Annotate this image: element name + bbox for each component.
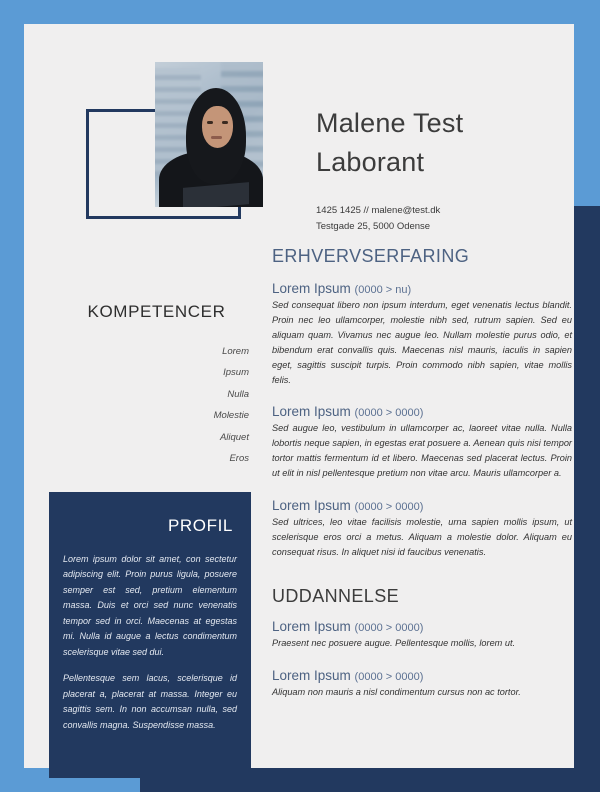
entry-description: Praesent nec posuere augue. Pellentesque mollis, lorem ut.	[272, 637, 516, 648]
border-bar-left	[0, 0, 24, 792]
entry-role: Lorem Ipsum	[272, 281, 351, 296]
entry-role: Lorem Ipsum	[272, 498, 351, 514]
profile-title: PROFIL	[167, 516, 233, 535]
entry-description: Aliquam non mauris a nisl condimentum cursus non ac tortor.	[272, 686, 521, 697]
name-block	[316, 104, 574, 182]
entry-role: Lorem Ipsum	[272, 404, 351, 420]
list-item: Aliquet	[219, 431, 249, 443]
education-title: UDDANNELSE	[272, 585, 400, 606]
profile-section	[49, 492, 251, 778]
list-item: Ipsum	[223, 367, 249, 379]
entry-role: Lorem Ipsum	[272, 667, 351, 683]
entry-heading	[272, 404, 572, 419]
experience-title: ERHVERVSERFARING	[272, 246, 470, 266]
entry-heading	[272, 668, 572, 683]
experience-entry	[272, 281, 572, 387]
competencies-section	[64, 302, 249, 469]
education-entry	[272, 668, 572, 700]
list-item: Lorem	[222, 346, 249, 357]
experience-entry	[272, 498, 572, 560]
experience-entry	[272, 404, 572, 481]
cv-page	[24, 24, 574, 768]
entry-dates: (0000 > 0000)	[354, 621, 424, 634]
list-item: Eros	[229, 452, 249, 464]
entry-description: Sed ultrices, leo vitae facilisis molestie, urna sapien mollis ipsum, ut scelerisque eros orci a metus. Aliquam a molestie dolor. Aliquam eu consequat risus. In aliquet nisi id faucibus venenatis.	[272, 517, 572, 557]
competencies-list	[64, 341, 249, 469]
entry-dates: (0000 > 0000)	[354, 501, 424, 514]
border-bar-right-upper	[574, 0, 600, 206]
list-item: Molestie	[213, 410, 249, 422]
contact-info	[316, 203, 574, 234]
entry-dates: (0000 > 0000)	[354, 407, 424, 420]
job-title: Laborant	[316, 147, 425, 178]
main-column	[272, 246, 572, 717]
entry-dates: (0000 > 0000)	[354, 670, 424, 683]
entry-heading	[272, 619, 572, 634]
entry-heading	[272, 498, 572, 513]
competencies-title: KOMPETENCER	[87, 302, 226, 321]
full-name: Malene Test	[316, 108, 464, 138]
entry-description: Sed consequat libero non ipsum interdum, eget venenatis lectus blandit. Proin nec leo ullamcorper, molestie nibh sed, rutrum sapien. Sed eu aliquam quam. Vivamus nec augue leo. Nullam molestie purus odio, et bibendum erat convallis quis. Maecenas nisl mauris, iaculis in sapien eget, sagittis suscipit turpis. Proin commodo nibh sapien, vitae mollis felis.	[272, 300, 572, 385]
entry-dates: (0000 > nu)	[354, 284, 412, 296]
contact-phone-email: 1425 1425 // malene@test.dk	[316, 205, 441, 216]
list-item: Nulla	[227, 388, 249, 400]
border-bar-right-lower	[574, 206, 600, 792]
entry-role: Lorem Ipsum	[272, 618, 351, 634]
contact-address: Testgade 25, 5000 Odense	[316, 220, 431, 232]
profile-paragraph: Pellentesque sem lacus, scelerisque id placerat a, placerat at massa. Integer eu sagittis sem. In non accumsan nulla, sed convallis magna. Suspendisse massa.	[63, 673, 237, 730]
entry-heading	[272, 281, 572, 296]
border-bar-top	[0, 0, 600, 24]
entry-description: Sed augue leo, vestibulum in ullamcorper ac, laoreet vitae nulla. Nulla lobortis neque sapien, in egestas erat posuere a. Aenean quis nisi tempor tortor mattis fermentum id et libero. Maecenas sed placerat lectus. Proin ut elit in nisl pellentesque pretium non vitae arcu. Mauris ullamcorper a.	[272, 423, 572, 479]
education-entry	[272, 619, 572, 651]
profile-paragraph: Lorem ipsum dolor sit amet, con sectetur adipiscing elit. Proin purus ligula, posuere semper est sed, pretium elementum massa. Duis et orci sed nunc venenatis tempor sed in orci. Maecenas at egestas mi. Nulla id augue a lectus condimentum scelerisque vitae sed dui.	[63, 554, 237, 657]
profile-photo	[155, 62, 263, 207]
